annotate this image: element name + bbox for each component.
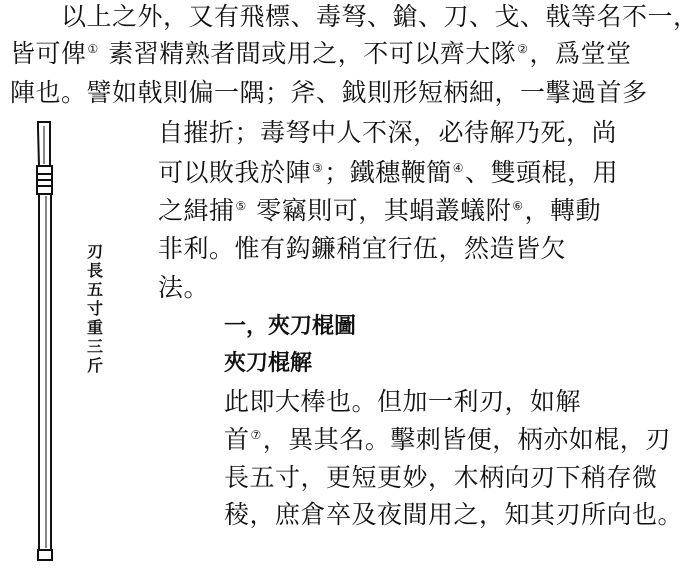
text-line-11: 長五寸，更短更妙，木柄向刃下稍存微 [224,463,658,492]
text-segment: 首 [224,425,250,454]
figure-caption: 刃長五寸重三斤 [86,242,103,375]
footnote-marker: ④ [452,160,465,175]
footnote-marker: ① [87,41,99,56]
footnote-marker: ② [517,41,529,56]
text-segment: ，異其名。擊刺皆便，柄亦如棍，刃 [262,425,671,454]
text-segment: 可以敗我於陣 [158,158,312,187]
text-line-7: 非利。惟有鈎鐮稍宜行伍，然造皆欠 [158,234,567,263]
text-line-10 [224,425,671,455]
text-segment: 素習精熟者間或用之，不可以齊大隊 [108,39,517,68]
footnote-marker: ⑤ [235,198,247,213]
staff-butt [38,550,52,560]
text-line-12: 稜，庶倉卒及夜間用之，知其刃所向也。 [224,500,684,529]
text-segment: ；鐵穗鞭簡 [324,158,452,187]
text-line-4: 自摧折；毒弩中人不深，必待解乃死，尚 [158,118,618,147]
text-segment: 零竊則可，其蜎叢蟻附 [256,196,512,225]
collar-band-4 [37,186,52,194]
footnote-marker: ③ [312,160,324,175]
text-segment: 、雙頭棍，用 [465,158,619,187]
staff-blade-illustration [22,122,72,567]
text-segment: 皆可俾 [10,39,87,68]
text-line-2 [10,39,632,69]
text-line-9: 此即大棒也。但加一利刃，如解 [224,387,582,416]
staff-shaft [39,194,51,550]
text-line-6 [158,196,601,226]
text-segment: ，爲堂堂 [529,39,632,68]
footnote-marker: ⑦ [250,427,262,442]
text-line-8: 法。 [158,273,210,302]
text-line-1: 以上之外，又有飛標、毒弩、鎗、刀、戈、戟等名不一， [61,2,699,31]
footnote-marker: ⑥ [512,198,524,213]
collar-band-1 [37,166,52,174]
section-title: 一，夾刀棍圖 [224,314,357,339]
text-line-3: 陣也。譬如戟則偏一隅；斧、鉞則形短柄細，一擊過首多 [10,78,648,107]
text-line-5 [158,158,618,188]
text-segment: ，轉動 [524,196,602,225]
section-subtitle: 夾刀棍解 [224,351,313,376]
text-segment: 之緝捕 [158,196,235,225]
